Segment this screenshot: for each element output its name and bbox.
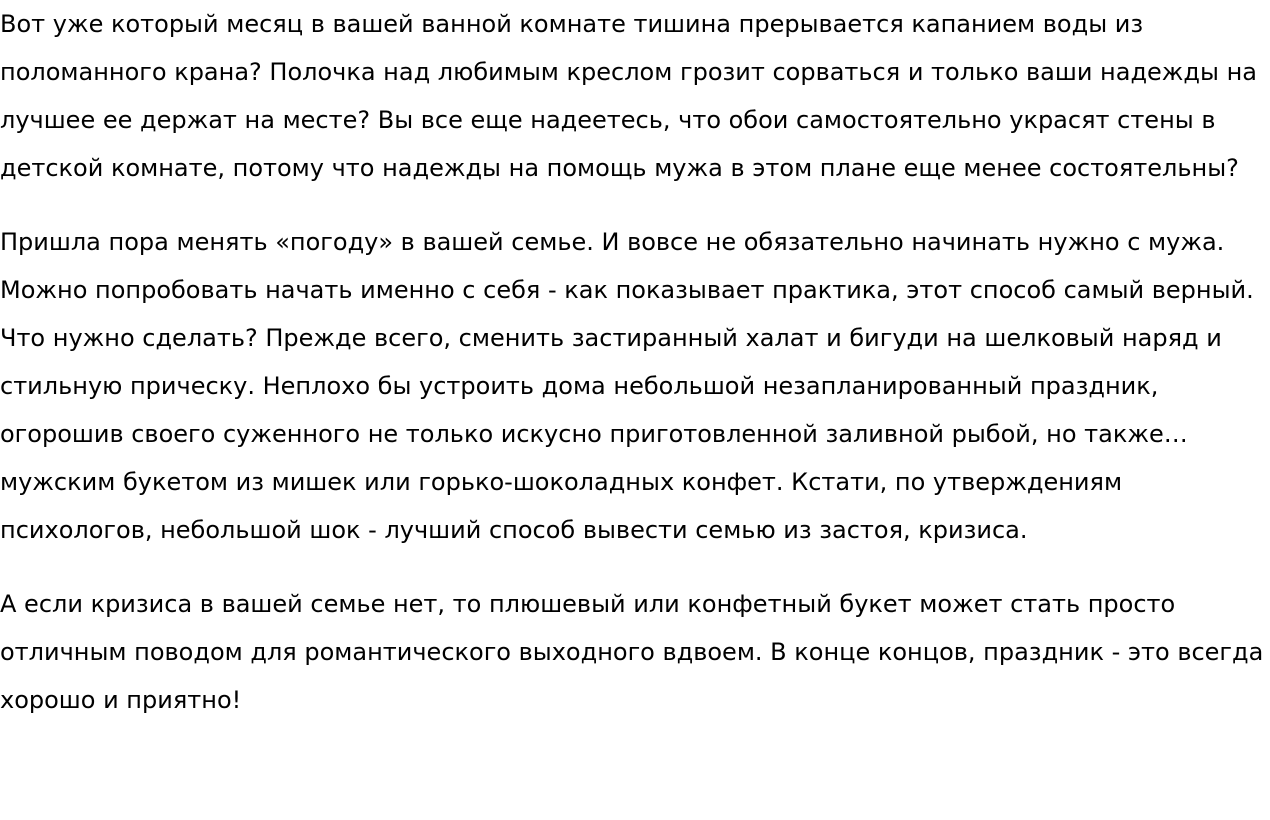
article-paragraph-1: Вот уже который месяц в вашей ванной комнате тишина прерывается капанием воды из поломанного крана? Полочка над любимым креслом грозит сорваться и только ваши надежды на лучшее ее держат на месте? Вы все еще надеетесь, что обои самостоятельно украсят стены в детской комнате, потому что надежды на помощь мужа в этом плане еще менее состоятельны? [0, 10, 1257, 182]
article-paragraph-2: Пришла пора менять «погоду» в вашей семье. И вовсе не обязательно начинать нужно с мужа. Можно попробовать начать именно с себя - как показывает практика, этот способ самый верный. Что нужно сделать? Прежде всего, сменить застиранный халат и бигуди на шелковый наряд и стильную прическу. Неплохо бы устроить дома небольшой незапланированный праздник, огорошив своего суженного не только искусно приготовленной заливной рыбой, но также… мужским букетом из мишек или горько-шоколадных конфет. Кстати, по утверждениям психологов, небольшой шок - лучший способ вывести семью из застоя, кризиса. [0, 228, 1254, 544]
article-paragraph-3: А если кризиса в вашей семье нет, то плюшевый или конфетный букет может стать просто отличным поводом для романтического выходного вдвоем. В конце концов, праздник - это всегда хорошо и приятно! [0, 590, 1264, 714]
